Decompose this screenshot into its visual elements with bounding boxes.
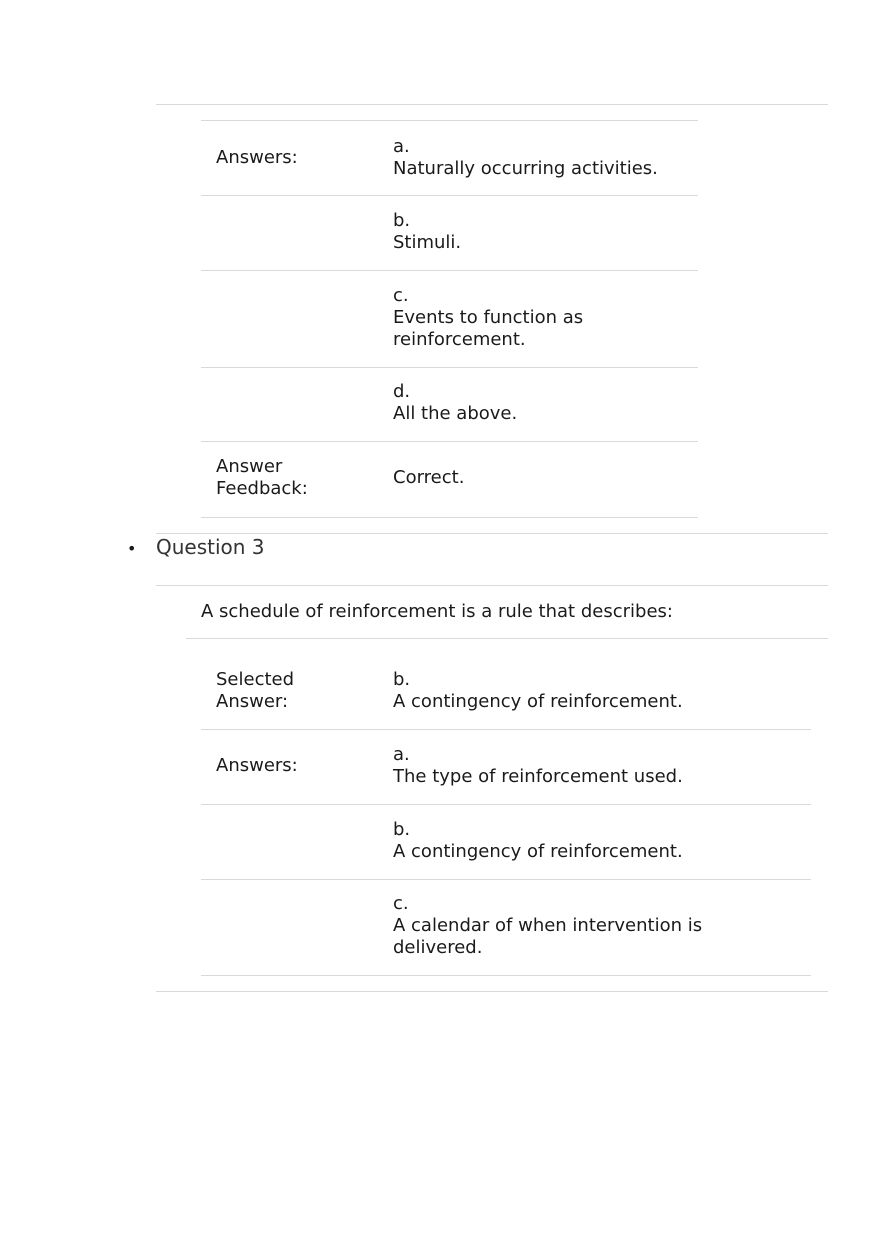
question-prompt: A schedule of reinforcement is a rule that describes: (201, 601, 673, 622)
table-row-divider (201, 270, 698, 271)
answer-option-c (393, 893, 702, 959)
selected-answer (393, 669, 683, 713)
list-bullet: • (127, 539, 137, 558)
answer-option-d (393, 381, 517, 425)
answer-text: Naturally occurring activities. (393, 158, 658, 179)
table-row-divider (201, 804, 811, 805)
answer-text: Stimuli. (393, 232, 462, 253)
table-row-divider (201, 120, 698, 121)
answer-text: A contingency of reinforcement. (393, 691, 683, 712)
table-row-divider (201, 195, 698, 196)
answer-letter: a. (393, 744, 410, 765)
answer-text: A calendar of when intervention is (393, 915, 703, 936)
table-row-divider (201, 879, 811, 880)
answer-text: All the above. (393, 403, 518, 424)
answer-letter: a. (393, 136, 410, 157)
answer-option-b (393, 819, 683, 863)
answer-option-b (393, 210, 461, 254)
answer-text: The type of reinforcement used. (393, 766, 683, 787)
answer-letter: b. (393, 210, 411, 231)
answer-letter: c. (393, 893, 409, 914)
divider (156, 585, 828, 586)
answer-option-a (393, 136, 658, 180)
divider (156, 104, 828, 105)
label-line: Feedback: (216, 478, 308, 499)
table-row-divider (201, 729, 811, 730)
answer-letter: c. (393, 285, 409, 306)
answer-option-c (393, 285, 583, 351)
label-line: Answer (216, 456, 283, 477)
answers-label: Answers: (216, 147, 298, 168)
question-title: Question 3 (156, 535, 265, 559)
answer-letter: b. (393, 819, 411, 840)
answer-text: A contingency of reinforcement. (393, 841, 683, 862)
divider (186, 638, 828, 639)
answer-feedback-label (216, 456, 308, 500)
table-row-divider (201, 367, 698, 368)
answer-feedback-text: Correct. (393, 467, 465, 488)
answer-letter: d. (393, 381, 411, 402)
table-row-divider (201, 517, 698, 518)
divider (156, 533, 828, 534)
answers-label: Answers: (216, 755, 298, 776)
label-line: Answer: (216, 691, 289, 712)
label-line: Selected (216, 669, 295, 690)
answer-text: delivered. (393, 937, 483, 958)
table-row-divider (201, 441, 698, 442)
table-row-divider (201, 975, 811, 976)
answer-text: reinforcement. (393, 329, 526, 350)
answer-option-a (393, 744, 683, 788)
selected-answer-label (216, 669, 294, 713)
divider (156, 991, 828, 992)
answer-letter: b. (393, 669, 411, 690)
answer-text: Events to function as (393, 307, 584, 328)
